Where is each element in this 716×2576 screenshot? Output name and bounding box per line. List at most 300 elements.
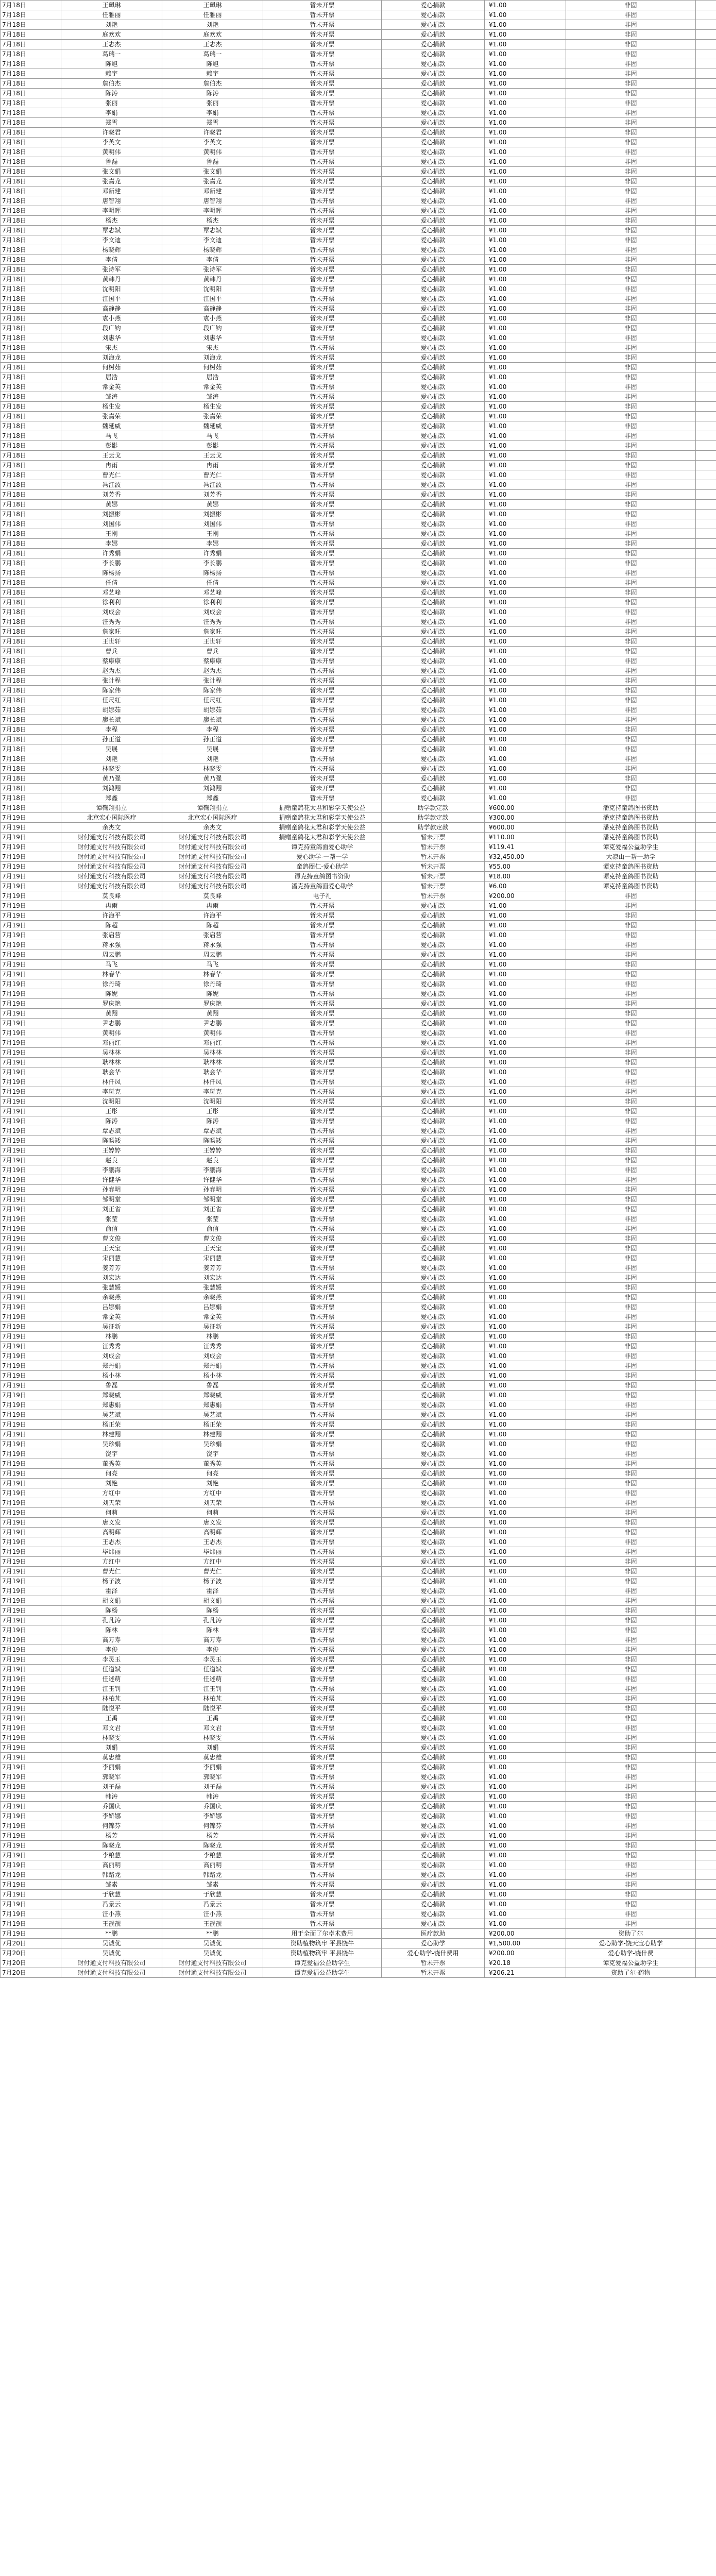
donor-name-cell: 曹兵 (61, 647, 162, 656)
table-row (1, 177, 716, 187)
note-cell: 非固 (566, 1430, 696, 1439)
payer-cell: 王珮琳 (162, 1, 263, 10)
date-cell: 7月18日 (1, 568, 61, 578)
category-cell: 爱心捐款 (382, 1214, 485, 1224)
item-cell: 暂未开票 (263, 1645, 382, 1655)
category-cell: 爱心捐款 (382, 490, 485, 500)
row-tail-cell (696, 774, 716, 784)
payer-cell: 吴艺斌 (162, 1410, 263, 1420)
donor-name-cell: 刘鸿翔 (61, 784, 162, 793)
row-tail-cell (696, 304, 716, 314)
donor-name-cell: 李丽娟 (61, 1762, 162, 1772)
amount-cell: ¥206.21 (485, 1968, 566, 1978)
item-cell: 暂未开票 (263, 451, 382, 461)
date-cell: 7月19日 (1, 1293, 61, 1302)
item-cell: 捐赠童鸽花太君和彩学天使公益 (263, 803, 382, 813)
note-cell: 非固 (566, 784, 696, 793)
item-cell: 暂未开票 (263, 235, 382, 245)
row-tail-cell (696, 510, 716, 519)
table-row (1, 1, 716, 10)
amount-cell: ¥1.00 (485, 725, 566, 735)
payer-cell: 李倩 (162, 255, 263, 265)
date-cell: 7月19日 (1, 1772, 61, 1782)
amount-cell: ¥1.00 (485, 539, 566, 549)
payer-cell: 黄韩丹 (162, 275, 263, 284)
row-tail-cell (696, 1067, 716, 1077)
donor-name-cell: 杨子波 (61, 1577, 162, 1586)
category-cell: 爱心捐款 (382, 1351, 485, 1361)
donor-name-cell: 冯江波 (61, 480, 162, 490)
payer-cell: 曹光仁 (162, 1567, 263, 1577)
note-cell: 非固 (566, 1469, 696, 1479)
category-cell: 爱心捐款 (382, 108, 485, 118)
table-row (1, 500, 716, 510)
date-cell: 7月20日 (1, 1939, 61, 1948)
donor-name-cell: 冉雨 (61, 901, 162, 911)
table-row (1, 1048, 716, 1058)
row-tail-cell (696, 353, 716, 363)
table-row (1, 510, 716, 519)
category-cell: 暂未开票 (382, 882, 485, 891)
table-row (1, 1195, 716, 1205)
amount-cell: ¥1.00 (485, 735, 566, 744)
donor-name-cell: 刘艳 (61, 754, 162, 764)
table-row (1, 1753, 716, 1762)
date-cell: 7月19日 (1, 1205, 61, 1214)
note-cell: 非固 (566, 930, 696, 940)
date-cell: 7月18日 (1, 774, 61, 784)
table-row (1, 1136, 716, 1146)
donor-name-cell: 杨杰 (61, 216, 162, 226)
date-cell: 7月19日 (1, 1900, 61, 1909)
payer-cell: 财付通支付科技有限公司 (162, 1958, 263, 1968)
row-tail-cell (696, 803, 716, 813)
donor-name-cell: 林柏芃 (61, 1694, 162, 1704)
item-cell: 暂未开票 (263, 1488, 382, 1498)
table-row (1, 882, 716, 891)
category-cell: 爱心捐款 (382, 1557, 485, 1567)
item-cell: 暂未开票 (263, 1900, 382, 1909)
amount-cell: ¥1.00 (485, 1782, 566, 1792)
payer-cell: 李灵玉 (162, 1655, 263, 1665)
amount-cell: ¥20.18 (485, 1958, 566, 1968)
item-cell: 暂未开票 (263, 1498, 382, 1508)
row-tail-cell (696, 1126, 716, 1136)
payer-cell: 李玩克 (162, 1087, 263, 1097)
donor-name-cell: 李明晖 (61, 206, 162, 216)
date-cell: 7月19日 (1, 1146, 61, 1156)
row-tail-cell (696, 1175, 716, 1185)
item-cell: 暂未开票 (263, 343, 382, 353)
payer-cell: 张启营 (162, 930, 263, 940)
item-cell: 暂未开票 (263, 960, 382, 970)
note-cell: 非固 (566, 725, 696, 735)
amount-cell: ¥1.00 (485, 1361, 566, 1371)
payer-cell: 张嘉龙 (162, 177, 263, 187)
table-row (1, 901, 716, 911)
date-cell: 7月19日 (1, 1645, 61, 1655)
donor-name-cell: 黄乃强 (61, 774, 162, 784)
category-cell: 爱心捐款 (382, 1077, 485, 1087)
note-cell: 非固 (566, 1087, 696, 1097)
table-row (1, 1743, 716, 1753)
category-cell: 爱心捐款 (382, 402, 485, 412)
table-row (1, 930, 716, 940)
payer-cell: 蔡康康 (162, 656, 263, 666)
ledger-body (1, 1, 716, 1978)
donor-name-cell: 张文娟 (61, 167, 162, 177)
table-row (1, 98, 716, 108)
note-cell: 非固 (566, 1860, 696, 1870)
table-row (1, 1224, 716, 1234)
payer-cell: 林晓雯 (162, 764, 263, 774)
payer-cell: 林晓雯 (162, 1733, 263, 1743)
amount-cell: ¥1.00 (485, 128, 566, 138)
payer-cell: 徐利利 (162, 598, 263, 607)
payer-cell: 刘海龙 (162, 353, 263, 363)
amount-cell: ¥1.00 (485, 784, 566, 793)
category-cell: 爱心捐款 (382, 1860, 485, 1870)
row-tail-cell (696, 157, 716, 167)
note-cell: 非固 (566, 1009, 696, 1019)
table-row (1, 1694, 716, 1704)
row-tail-cell (696, 1665, 716, 1674)
category-cell: 爱心捐款 (382, 1087, 485, 1097)
item-cell: 暂未开票 (263, 265, 382, 275)
payer-cell: 邓丽红 (162, 1038, 263, 1048)
table-row (1, 676, 716, 686)
date-cell: 7月18日 (1, 637, 61, 647)
payer-cell: 财付通支付科技有限公司 (162, 833, 263, 842)
row-tail-cell (696, 79, 716, 89)
row-tail-cell (696, 451, 716, 461)
note-cell: 非固 (566, 568, 696, 578)
note-cell: 非固 (566, 187, 696, 196)
note-cell: 非固 (566, 49, 696, 59)
payer-cell: 李文迪 (162, 235, 263, 245)
date-cell: 7月18日 (1, 549, 61, 558)
table-row (1, 451, 716, 461)
note-cell: 非固 (566, 911, 696, 921)
row-tail-cell (696, 1263, 716, 1273)
category-cell: 爱心捐款 (382, 1028, 485, 1038)
amount-cell: ¥1.00 (485, 568, 566, 578)
note-cell: 非固 (566, 1391, 696, 1400)
category-cell: 爱心捐款 (382, 1322, 485, 1332)
date-cell: 7月18日 (1, 333, 61, 343)
item-cell: 暂未开票 (263, 510, 382, 519)
row-tail-cell (696, 1596, 716, 1606)
row-tail-cell (696, 1753, 716, 1762)
row-tail-cell (696, 333, 716, 343)
payer-cell: 江玉钊 (162, 1684, 263, 1694)
note-cell: 大凉山一帮一助学 (566, 852, 696, 862)
note-cell: 非固 (566, 196, 696, 206)
amount-cell: ¥200.00 (485, 1929, 566, 1939)
category-cell: 爱心捐款 (382, 519, 485, 529)
payer-cell: 于欣慧 (162, 1890, 263, 1900)
category-cell: 爱心捐款 (382, 177, 485, 187)
amount-cell: ¥1.00 (485, 705, 566, 715)
item-cell: 暂未开票 (263, 1361, 382, 1371)
payer-cell: 鲁磊 (162, 157, 263, 167)
date-cell: 7月18日 (1, 412, 61, 421)
row-tail-cell (696, 558, 716, 568)
donor-name-cell: 何树茹 (61, 363, 162, 372)
payer-cell: 王刚 (162, 529, 263, 539)
payer-cell: 任述萌 (162, 1674, 263, 1684)
category-cell: 医疗款助 (382, 1929, 485, 1939)
amount-cell: ¥1.00 (485, 999, 566, 1009)
payer-cell: 刘成会 (162, 1351, 263, 1361)
item-cell: 暂未开票 (263, 1234, 382, 1244)
payer-cell: 常金英 (162, 1312, 263, 1322)
payer-cell: 胡文娟 (162, 1596, 263, 1606)
item-cell: 暂未开票 (263, 108, 382, 118)
amount-cell: ¥1.00 (485, 1792, 566, 1802)
item-cell: 暂未开票 (263, 1547, 382, 1557)
payer-cell: 林柏芃 (162, 1694, 263, 1704)
payer-cell: 吴珍娟 (162, 1439, 263, 1449)
item-cell: 暂未开票 (263, 1841, 382, 1851)
category-cell: 爱心捐款 (382, 1175, 485, 1185)
donor-name-cell: 江玉钊 (61, 1684, 162, 1694)
row-tail-cell (696, 1880, 716, 1890)
table-row (1, 421, 716, 431)
note-cell: 非固 (566, 1371, 696, 1381)
amount-cell: ¥1.00 (485, 510, 566, 519)
date-cell: 7月18日 (1, 676, 61, 686)
table-row (1, 862, 716, 872)
note-cell: 非固 (566, 1381, 696, 1391)
item-cell: 暂未开票 (263, 1, 382, 10)
donor-name-cell: 周云鹏 (61, 950, 162, 960)
payer-cell: 赖宇 (162, 69, 263, 79)
table-row (1, 245, 716, 255)
payer-cell: 吴展 (162, 744, 263, 754)
item-cell: 暂未开票 (263, 1371, 382, 1381)
amount-cell: ¥1.00 (485, 1586, 566, 1596)
donor-name-cell: 宋杰 (61, 343, 162, 353)
note-cell: 非固 (566, 647, 696, 656)
row-tail-cell (696, 1479, 716, 1488)
table-row (1, 392, 716, 402)
category-cell: 爱心捐款 (382, 470, 485, 480)
item-cell: 暂未开票 (263, 901, 382, 911)
table-row (1, 1577, 716, 1586)
date-cell: 7月19日 (1, 813, 61, 823)
donor-name-cell: 任尺红 (61, 696, 162, 705)
date-cell: 7月19日 (1, 1518, 61, 1528)
item-cell: 电子礼 (263, 891, 382, 901)
donor-name-cell: 马飞 (61, 431, 162, 441)
donor-name-cell: 孙春明 (61, 1185, 162, 1195)
donor-name-cell: 张计程 (61, 676, 162, 686)
category-cell: 爱心捐款 (382, 1116, 485, 1126)
item-cell: 暂未开票 (263, 118, 382, 128)
payer-cell: 杨生发 (162, 402, 263, 412)
row-tail-cell (696, 1224, 716, 1234)
item-cell: 暂未开票 (263, 480, 382, 490)
date-cell: 7月19日 (1, 1097, 61, 1107)
note-cell: 非固 (566, 1224, 696, 1234)
category-cell: 爱心捐款 (382, 1586, 485, 1596)
date-cell: 7月19日 (1, 1674, 61, 1684)
payer-cell: 段广钧 (162, 324, 263, 333)
category-cell: 爱心捐款 (382, 1694, 485, 1704)
item-cell: 暂未开票 (263, 1195, 382, 1205)
row-tail-cell (696, 1723, 716, 1733)
payer-cell: 杨子波 (162, 1577, 263, 1586)
category-cell: 爱心捐款 (382, 1156, 485, 1165)
category-cell: 爱心捐款 (382, 1498, 485, 1508)
row-tail-cell (696, 1293, 716, 1302)
category-cell: 爱心捐款 (382, 441, 485, 451)
note-cell: 非固 (566, 333, 696, 343)
row-tail-cell (696, 1087, 716, 1097)
row-tail-cell (696, 1165, 716, 1175)
note-cell: 资助了尔-药物 (566, 1968, 696, 1978)
amount-cell: ¥1.00 (485, 1831, 566, 1841)
donor-name-cell: 霍泽 (61, 1586, 162, 1596)
row-tail-cell (696, 960, 716, 970)
amount-cell: ¥1.00 (485, 656, 566, 666)
item-cell: 暂未开票 (263, 79, 382, 89)
item-cell: 用于全面了尔卓术费用 (263, 1929, 382, 1939)
payer-cell: 居浩 (162, 372, 263, 382)
category-cell: 爱心捐款 (382, 1439, 485, 1449)
donor-name-cell: 张嘉荣 (61, 412, 162, 421)
amount-cell: ¥1.00 (485, 40, 566, 49)
amount-cell: ¥1.00 (485, 1860, 566, 1870)
table-row (1, 705, 716, 715)
date-cell: 7月18日 (1, 793, 61, 803)
category-cell: 爱心捐款 (382, 784, 485, 793)
date-cell: 7月19日 (1, 1479, 61, 1488)
donor-name-cell: 邓新建 (61, 187, 162, 196)
category-cell: 爱心捐款 (382, 1038, 485, 1048)
date-cell: 7月19日 (1, 1439, 61, 1449)
amount-cell: ¥1.00 (485, 1753, 566, 1762)
payer-cell: 赵良 (162, 1156, 263, 1165)
amount-cell: ¥1.00 (485, 304, 566, 314)
payer-cell: 陈涛 (162, 1116, 263, 1126)
table-row (1, 1449, 716, 1459)
payer-cell: 许晓君 (162, 128, 263, 138)
row-tail-cell (696, 59, 716, 69)
donor-name-cell: 黄翔 (61, 1009, 162, 1019)
amount-cell: ¥1.00 (485, 1253, 566, 1263)
donor-name-cell: 曹文俊 (61, 1234, 162, 1244)
donor-name-cell: 邓丽红 (61, 1038, 162, 1048)
date-cell: 7月18日 (1, 461, 61, 470)
date-cell: 7月19日 (1, 911, 61, 921)
item-cell: 暂未开票 (263, 1342, 382, 1351)
note-cell: 非固 (566, 1459, 696, 1469)
note-cell: 非固 (566, 1439, 696, 1449)
date-cell: 7月18日 (1, 255, 61, 265)
item-cell: 暂未开票 (263, 1077, 382, 1087)
date-cell: 7月18日 (1, 607, 61, 617)
amount-cell: ¥1.00 (485, 1851, 566, 1860)
item-cell: 暂未开票 (263, 1312, 382, 1322)
payer-cell: 王志杰 (162, 1537, 263, 1547)
date-cell: 7月19日 (1, 979, 61, 989)
donor-name-cell: 任述萌 (61, 1674, 162, 1684)
category-cell: 爱心捐款 (382, 157, 485, 167)
donor-name-cell: 胡娜茹 (61, 705, 162, 715)
amount-cell: ¥1.00 (485, 79, 566, 89)
donor-name-cell: 王云戈 (61, 451, 162, 461)
row-tail-cell (696, 754, 716, 764)
amount-cell: ¥1.00 (485, 255, 566, 265)
date-cell: 7月19日 (1, 1762, 61, 1772)
category-cell: 爱心捐款 (382, 461, 485, 470)
item-cell: 暂未开票 (263, 1537, 382, 1547)
payer-cell: 冉雨 (162, 461, 263, 470)
table-row (1, 1684, 716, 1694)
note-cell: 非固 (566, 754, 696, 764)
date-cell: 7月20日 (1, 1958, 61, 1968)
amount-cell: ¥1.00 (485, 1244, 566, 1253)
date-cell: 7月19日 (1, 1449, 61, 1459)
payer-cell: 邓艺峰 (162, 588, 263, 598)
category-cell: 爱心捐款 (382, 754, 485, 764)
note-cell: 非固 (566, 979, 696, 989)
category-cell: 爱心捐款 (382, 1185, 485, 1195)
note-cell: 非固 (566, 1635, 696, 1645)
payer-cell: 王靓靓 (162, 1919, 263, 1929)
amount-cell: ¥1.00 (485, 1557, 566, 1567)
donor-name-cell: 陈晓龙 (61, 1841, 162, 1851)
note-cell: 非固 (566, 519, 696, 529)
amount-cell: ¥1.00 (485, 1704, 566, 1714)
amount-cell: ¥1.00 (485, 30, 566, 40)
date-cell: 7月18日 (1, 147, 61, 157)
date-cell: 7月18日 (1, 40, 61, 49)
payer-cell: 张计程 (162, 676, 263, 686)
note-cell: 非固 (566, 1234, 696, 1244)
amount-cell: ¥1.00 (485, 49, 566, 59)
item-cell: 暂未开票 (263, 989, 382, 999)
donor-name-cell: 葛瑞一 (61, 49, 162, 59)
note-cell: 非固 (566, 1714, 696, 1723)
note-cell: 谭克持童鸽图书资助 (566, 862, 696, 872)
category-cell: 爱心捐款 (382, 1205, 485, 1214)
table-row (1, 343, 716, 353)
donor-name-cell: 谭鞠翔捐立 (61, 803, 162, 813)
amount-cell: ¥1.00 (485, 1087, 566, 1097)
item-cell: 暂未开票 (263, 519, 382, 529)
payer-cell: 饶宇 (162, 1449, 263, 1459)
payer-cell: 张文娟 (162, 167, 263, 177)
category-cell: 爱心捐款 (382, 1361, 485, 1371)
note-cell: 非固 (566, 705, 696, 715)
row-tail-cell (696, 49, 716, 59)
item-cell: 童鸽圈仁-爱心助学 (263, 862, 382, 872)
category-cell: 爱心捐款 (382, 167, 485, 177)
note-cell: 非固 (566, 128, 696, 138)
note-cell: 非固 (566, 1175, 696, 1185)
note-cell: 非固 (566, 970, 696, 979)
donor-name-cell: 财付通支付科技有限公司 (61, 833, 162, 842)
amount-cell: ¥1.00 (485, 1577, 566, 1586)
category-cell: 爱心捐款 (382, 1410, 485, 1420)
note-cell: 非固 (566, 1253, 696, 1263)
item-cell: 暂未开票 (263, 1097, 382, 1107)
item-cell: 资助植物筑牢 平县饶牛 (263, 1939, 382, 1948)
category-cell: 爱心捐款 (382, 1253, 485, 1263)
